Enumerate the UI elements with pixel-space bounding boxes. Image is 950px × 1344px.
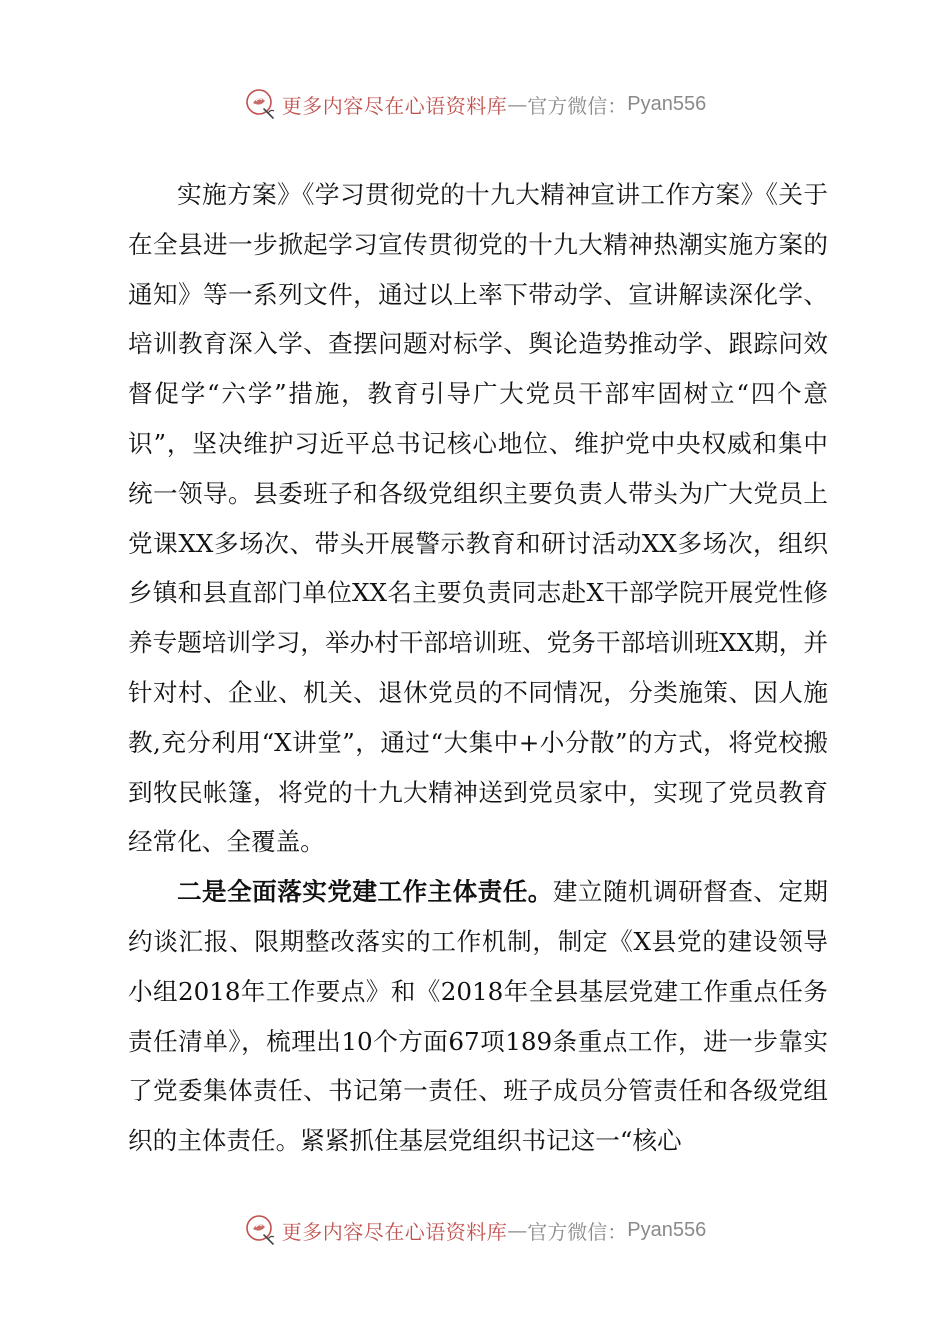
paragraph-1: 实施方案》《学习贯彻党的十九大精神宣讲工作方案》《关于在全县进一步掀起学习宣传贯彻党的十九大精神热潮实施方案的通知》等一系列文件，通过以上率下带动学、宣讲解读深化学、培训教育深入学、查摆问题对标学、舆论造势推动学、跟踪问效督促学“六学”措施，教育引导广大党员干部牢固树立“四个意识”，坚决维护习近平总书记核心地位、维护党中央权威和集中统一领导。县委班子和各级党组织主要负责人带头为广大党员上党课XX多场次、带头开展警示教育和研讨活动XX多场次，组织乡镇和县直部门单位XX名主要负责同志赴X干部学院开展党性修养专题培训学习，举办村干部培训班、党务干部培训班XX期，并针对村、企业、机关、退休党员的不同情况，分类施策、因人施教,充分利用“X讲堂”，通过“大集中+小分散”的方式，将党校搬到牧民帐篷，将党的十九大精神送到党员家中，实现了党员教育经常化、全覆盖。: [128, 180, 828, 857]
watermark-brand-text: 更多内容尽在心语资料库: [281, 1219, 508, 1244]
watermark-header: [0, 84, 950, 124]
paragraph-2-body: 建立随机调研督查、定期约谈汇报、限期整改落实的工作机制，制定《X县党的建设领导小组2018年工作要点》和《2018年全县基层党建工作重点任务责任清单》，梳理出10个方面67项189条重点工作，进一步靠实了党委集体责任、书记第一责任、班子成员分管责任和各级党组织的主体责任。紧紧抓住基层党组织书记这一“核心: [128, 877, 828, 1156]
watermark-separator: —: [507, 1218, 528, 1242]
paragraph-2-heading: 二是全面落实党建工作主体责任。: [177, 877, 553, 907]
watermark-wechat-id: Pyan556: [627, 1218, 707, 1241]
watermark-wechat-label: 官方微信：: [527, 93, 628, 118]
document-body: [128, 170, 828, 1166]
paragraph-2: [128, 867, 828, 1166]
rose-logo-icon: [244, 1213, 278, 1247]
watermark-wechat-label: 官方微信：: [527, 1219, 628, 1244]
watermark-separator: —: [507, 92, 528, 116]
watermark-wechat-id: Pyan556: [627, 92, 707, 115]
watermark-footer: [0, 1210, 950, 1250]
rose-logo-icon: [244, 87, 278, 121]
watermark-brand-text: 更多内容尽在心语资料库: [281, 93, 508, 118]
